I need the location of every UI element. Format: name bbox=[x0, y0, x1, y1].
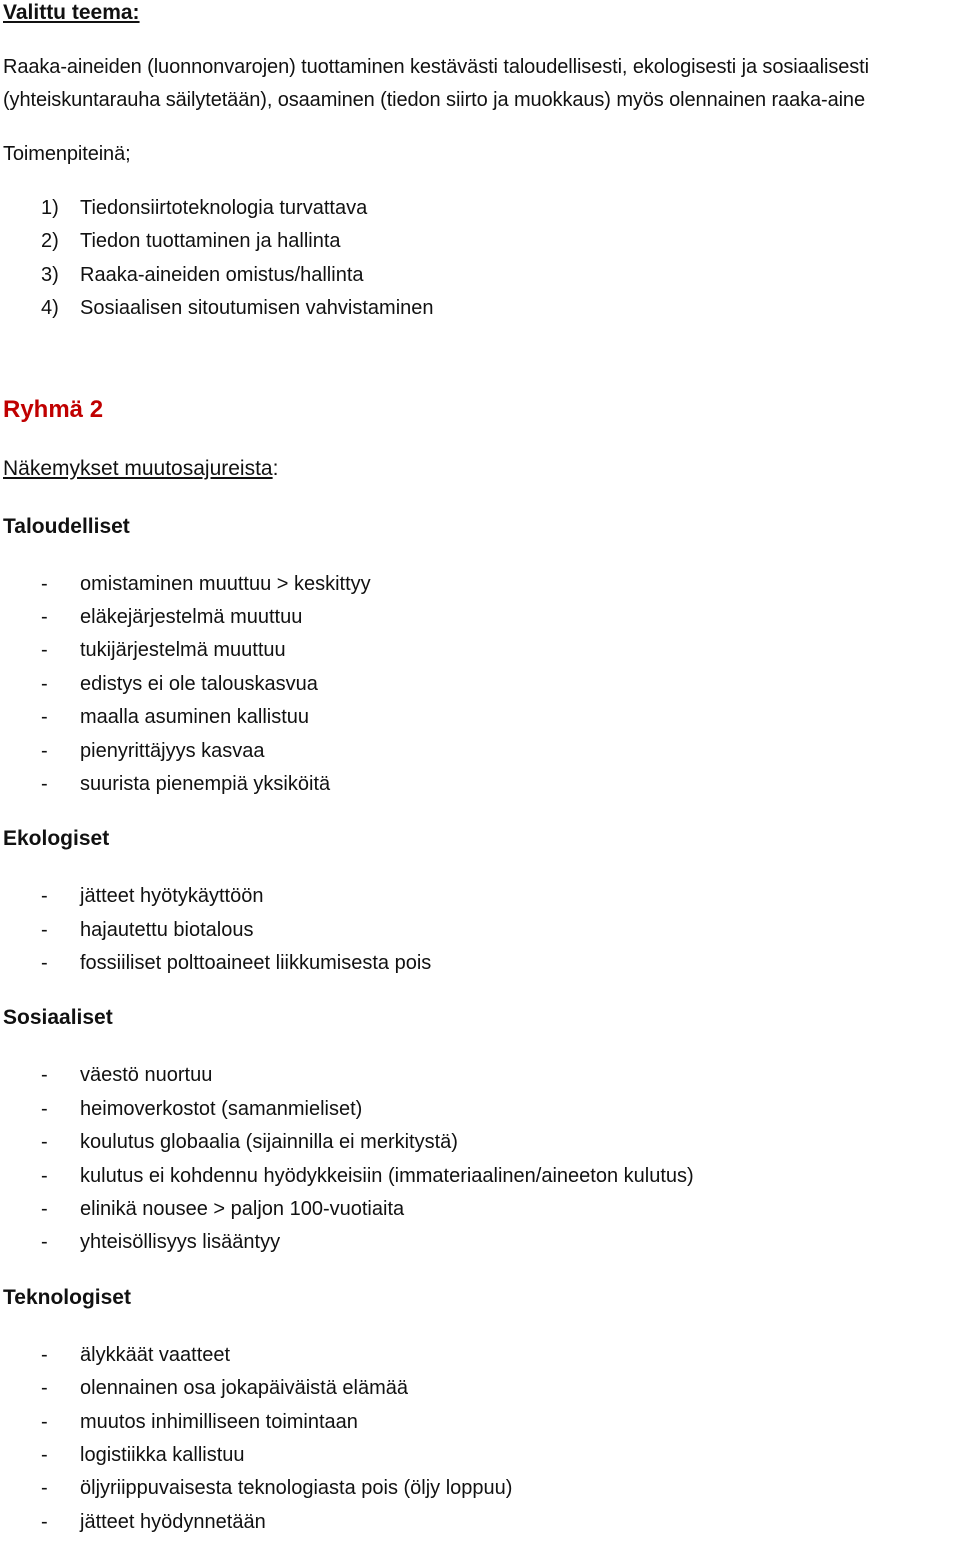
list-item bbox=[3, 1160, 958, 1193]
bullet-dash: - bbox=[41, 1198, 48, 1221]
measures-list bbox=[3, 192, 958, 326]
category-heading-ekologiset: Ekologiset bbox=[3, 827, 110, 851]
list-item bbox=[3, 1339, 958, 1372]
views-label: Näkemykset muutosajureista bbox=[3, 456, 273, 480]
measure-text: Sosiaalisen sitoutumisen vahvistaminen bbox=[80, 297, 434, 320]
measure-number: 3) bbox=[41, 263, 59, 286]
bullet-dash: - bbox=[41, 918, 48, 941]
list-item-text: kulutus ei kohdennu hyödykkeisiin (immateriaalinen/aineeton kulutus) bbox=[80, 1164, 694, 1187]
measure-number: 4) bbox=[41, 297, 59, 320]
list-item bbox=[3, 568, 958, 601]
category-list-ekologiset bbox=[3, 880, 958, 980]
list-item bbox=[3, 634, 958, 667]
list-item-text: älykkäät vaatteet bbox=[80, 1343, 231, 1366]
measures-label: Toimenpiteinä; bbox=[3, 143, 131, 165]
bullet-dash: - bbox=[41, 1477, 48, 1500]
list-item bbox=[3, 668, 958, 701]
category-list-taloudelliset bbox=[3, 568, 958, 802]
bullet-dash: - bbox=[41, 672, 48, 695]
bullet-dash: - bbox=[41, 572, 48, 595]
bullet-dash: - bbox=[41, 952, 48, 975]
bullet-dash: - bbox=[41, 1510, 48, 1533]
list-item bbox=[3, 701, 958, 734]
bullet-dash: - bbox=[41, 1231, 48, 1254]
bullet-dash: - bbox=[41, 739, 48, 762]
measure-text: Tiedonsiirtoteknologia turvattava bbox=[80, 197, 368, 219]
bullet-dash: - bbox=[41, 706, 48, 729]
list-item bbox=[3, 880, 958, 913]
list-item bbox=[3, 768, 958, 801]
list-item-text: jätteet hyödynnetään bbox=[80, 1510, 266, 1533]
list-item-text: pienyrittäjyys kasvaa bbox=[80, 739, 265, 762]
measure-item bbox=[3, 225, 958, 258]
list-item-text: edistys ei ole talouskasvua bbox=[80, 672, 318, 695]
list-item-text: öljyriippuvaisesta teknologiasta pois (öljy loppuu) bbox=[80, 1477, 513, 1500]
list-item bbox=[3, 735, 958, 768]
measure-item bbox=[3, 259, 958, 292]
measure-item bbox=[3, 192, 958, 225]
list-item bbox=[3, 1439, 958, 1472]
category-list-teknologiset bbox=[3, 1339, 958, 1539]
list-item bbox=[3, 1059, 958, 1092]
list-item-text: väestö nuortuu bbox=[80, 1064, 213, 1087]
bullet-dash: - bbox=[41, 1131, 48, 1154]
theme-heading: Valittu teema: bbox=[3, 1, 140, 24]
list-item-text: muutos inhimilliseen toimintaan bbox=[80, 1410, 358, 1433]
list-item-text: fossiiliset polttoaineet liikkumisesta pois bbox=[80, 952, 432, 975]
measure-number: 1) bbox=[41, 197, 59, 219]
list-item-text: yhteisöllisyys lisääntyy bbox=[80, 1231, 281, 1254]
bullet-dash: - bbox=[41, 639, 48, 662]
bullet-dash: - bbox=[41, 1097, 48, 1120]
list-item bbox=[3, 1126, 958, 1159]
measure-text: Tiedon tuottaminen ja hallinta bbox=[80, 230, 341, 253]
bullet-dash: - bbox=[41, 1064, 48, 1087]
bullet-dash: - bbox=[41, 1443, 48, 1466]
views-colon: : bbox=[272, 456, 279, 480]
views-heading bbox=[3, 455, 958, 483]
measure-text: Raaka-aineiden omistus/hallinta bbox=[80, 263, 364, 286]
bullet-dash: - bbox=[41, 1343, 48, 1366]
bullet-dash: - bbox=[41, 885, 48, 908]
list-item-text: omistaminen muuttuu > keskittyy bbox=[80, 572, 371, 595]
list-item-text: hajautettu biotalous bbox=[80, 918, 254, 941]
measure-item bbox=[3, 292, 958, 325]
list-item-text: suurista pienempiä yksiköitä bbox=[80, 772, 331, 795]
list-item bbox=[3, 947, 958, 980]
list-item bbox=[3, 1372, 958, 1405]
bullet-dash: - bbox=[41, 1164, 48, 1187]
list-item bbox=[3, 1093, 958, 1126]
list-item-text: elinikä nousee > paljon 100-vuotiaita bbox=[80, 1198, 405, 1221]
list-item-text: tukijärjestelmä muuttuu bbox=[80, 639, 286, 662]
group-title: Ryhmä 2 bbox=[3, 395, 104, 423]
list-item bbox=[3, 1406, 958, 1439]
measure-number: 2) bbox=[41, 230, 59, 253]
category-heading-teknologiset: Teknologiset bbox=[3, 1285, 131, 1309]
bullet-dash: - bbox=[41, 772, 48, 795]
list-item bbox=[3, 601, 958, 634]
list-item-text: logistiikka kallistuu bbox=[80, 1443, 245, 1466]
document-page bbox=[3, 0, 958, 1539]
category-heading-taloudelliset: Taloudelliset bbox=[3, 514, 130, 538]
list-item bbox=[3, 1193, 958, 1226]
list-item bbox=[3, 914, 958, 947]
bullet-dash: - bbox=[41, 1410, 48, 1433]
bullet-dash: - bbox=[41, 605, 48, 628]
list-item-text: olennainen osa jokapäiväistä elämää bbox=[80, 1377, 409, 1400]
list-item bbox=[3, 1472, 958, 1505]
category-heading-sosiaaliset: Sosiaaliset bbox=[3, 1006, 113, 1030]
list-item-text: koulutus globaalia (sijainnilla ei merkitystä) bbox=[80, 1131, 458, 1154]
list-item bbox=[3, 1226, 958, 1259]
list-item-text: maalla asuminen kallistuu bbox=[80, 706, 310, 729]
list-item-text: heimoverkostot (samanmieliset) bbox=[80, 1097, 363, 1120]
bullet-dash: - bbox=[41, 1377, 48, 1400]
list-item bbox=[3, 1506, 958, 1539]
category-list-sosiaaliset bbox=[3, 1059, 958, 1259]
theme-paragraph: Raaka-aineiden (luonnonvarojen) tuottaminen kestävästi taloudellisesti, ekologisesti ja sosiaalisesti (yhteiskuntarauha säilytetään), osaaminen (tiedon siirto ja muokkaus) myös olennainen raaka-aine bbox=[3, 56, 869, 111]
list-item-text: jätteet hyötykäyttöön bbox=[80, 885, 264, 908]
list-item-text: eläkejärjestelmä muuttuu bbox=[80, 605, 303, 628]
